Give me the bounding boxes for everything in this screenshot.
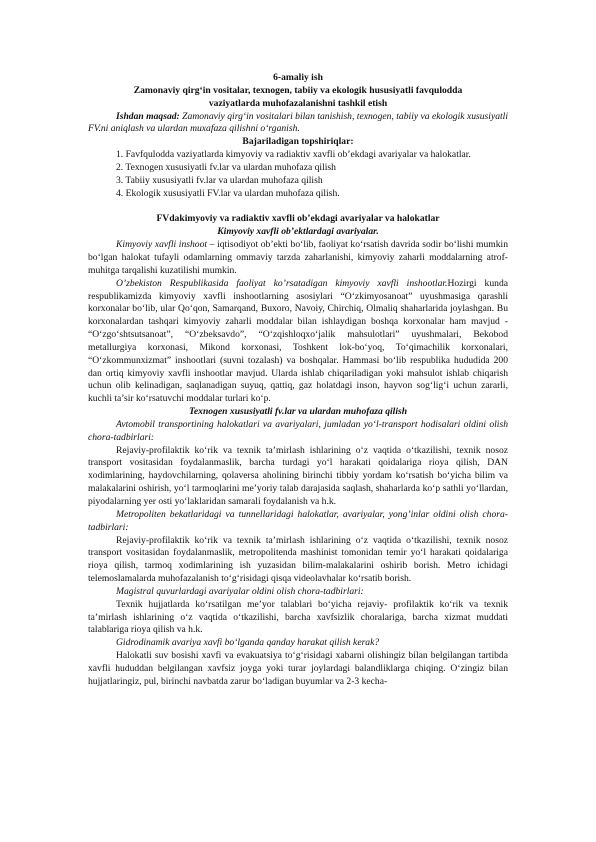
section-heading-technogenic: Texnogen xususiyatli fv.lar va ulardan muhofaza qilish (188, 406, 408, 418)
paragraph-chemical-facility (88, 239, 508, 278)
goal-label: Ishdan maqsad: (116, 110, 180, 122)
definition-chemical-facility: – iqtisodiyot ob’ekti bo‘lib, faoliyat ko‘rsatish davrida sodir bo‘lishi mumkin bo‘lgan halokat tufayli odamlarning ommaviy tarzda zaharlanishi, kimyoviy zaharli moddalarning atrof-muhitga tarqalishi kuzatilishi mumkin. (88, 239, 508, 276)
section-heading-chemical: FVdakimyoviy va radiaktiv xavfli ob’ekdagi avariyalar va halokatlar (156, 213, 440, 225)
text-uzbekistan-facilities: Hozirgi kunda respublikamizda kimyoviy xavfli inshootlarning asosiylari “O‘zkimyosanoat” uyushmasiga qarashli korxonalar bo‘lib, ular Qo‘qon, Samarqand, Buxoro, Navoiy, Chirchiq, Olmaliq shaharlarida joylashgan. Bu korxonalardan tashqari kimyoviy zaharli moddalar bilan ishlaydigan boshqa korxonalar ham mavjud - “O‘zgo‘shtsutsanoat”, “O‘zbeksavdo”, “O‘zqishloqxo‘jalik mahsulotlari” uyushmalari, Bekobod metallurgiya korxonasi, Mikond korxonasi, Toshkent lok-bo‘yoq, To‘qimachilik korxonalari, “O‘zkommunxizmat” inshootlari (suvni tozalash) va boshqalar. Hammasi bo‘lib respublika hududida 200 dan ortiq kimyoviy xavfli inshootlar mavjud. Ularda ishlab chiqariladigan yoki mahsulot ishlab chiqarish uchun olib kelinadigan, saqlanadigan suyuq, qattiq, gaz holatdagi inson, hayvon sog‘lig‘i uchun zararli, kuchli ta’sir ko‘rsatuvchi moddalar turlari ko‘p. (88, 277, 508, 405)
paragraph-uzbekistan-facilities (88, 278, 508, 406)
task-item: 3. Tabiiy xususiyatli fv.lar va ulardan muhofaza qilish (116, 174, 323, 186)
practical-work-number: 6-amaliy ish (273, 72, 323, 83)
document-title-line-2: vaziyatlarda muhofazalanishni tashkil etish (208, 97, 388, 109)
subtitle-hydrodynamic: Gidrodinamik avariya xavfi bo‘lganda qanday harakat qilish kerak? (116, 637, 380, 649)
subheading-chemical-accidents: Kimyoviy xavfli ob’ektlardagi avariyalar. (217, 226, 379, 238)
task-item: 1. Favfqulodda vaziyatlarda kimyoviy va radiaktiv xavfli ob’ekdagi avariyalar va halokatlar. (116, 149, 471, 161)
tasks-heading: Bajariladigan topshiriqlar: (242, 136, 354, 148)
subtitle-pipelines: Magistral quvurlardagi avariyalar oldini olish chora-tadbirlari: (116, 585, 364, 597)
tasks-list (88, 149, 508, 200)
paragraph-pipelines: Texnik hujjatlarda ko‘rsatilgan me’yor talablari bo‘yicha rejaviy- profilaktik ko‘rik va texnik ta’mirlash ishlarining o‘z vaqtida o‘tkazilishi, barcha xavfsizlik choralariga, barcha xizmat muddati talablariga rioya qilish va h.k. (88, 598, 508, 636)
document-title-line-1: Zamonaviy qirg‘in vositalar, texnogen, tabiiy va ekologik hususiyatli favqulodda (133, 84, 463, 96)
spacer (88, 200, 508, 213)
term-uzbekistan-facilities: O’zbekiston Respublikasida faoliyat ko’rsatadigan kimyoviy xavfli inshootlar. (116, 277, 448, 289)
document-page (88, 72, 508, 689)
paragraph-metro: Rejaviy-profilaktik ko‘rik va texnik ta’mirlash ishlarining o‘z vaqtida o‘tkazilishi, texnik nosoz transport vositasidan foydalanmaslik, metropolitenda mashinist tomonidan temir yo‘l harakati qoidalariga rioya qilish, tarmoq xodimlarining ish yuzasidan bilim-malakalarini oshirib borish. Metro ichidagi telemoslamalarda muhofazalanish to‘g‘risidagi qisqa videolavhalar ko‘rsatib borish. (88, 534, 508, 585)
task-item: 4. Ekologik xususiyatli FV.lar va ulardan muhofaza qilish. (116, 187, 340, 199)
goal-paragraph (88, 111, 508, 137)
subtitle-road-transport: Avtomobil transportining halokatlari va avariyalari, jumladan yo‘l-transport hodisalari oldini olish chora-tadbirlari: (88, 418, 508, 443)
paragraph-hydrodynamic: Halokatli suv bosishi xavfi va evakuatsiya to‘g‘risidagi xabarni olishingiz bilan belgilangan tartibda xavfli hududdan belgilangan xavfsiz joyga yoki turar joylardagi balandliklarga chiqing. O‘zingiz bilan hujjatlaringiz, pul, birinchi navbatda zarur bo‘ladigan buyumlar va 2-3 kecha- (88, 650, 508, 687)
paragraph-road-transport: Rejaviy-profilaktik ko‘rik va texnik ta’mirlash ishlarining o‘z vaqtida o‘tkazilishi, texnik nosoz transport vositasidan foydalanmaslik, barcha turdagi yo‘l harakati qoidalariga rioya qilish, DAN xodimlarining, haydovchilarning, qolaversa aholining birinchi tibbiy yordam ko‘rsatish bo‘yicha bilim va malakalarini oshirish, yo‘l tarmoqlarini me’yoriy talab darajasida saqlash, shaharlarda ko‘p sathli yo‘llardan, piyodalarning yer osti yo‘laklaridan samarali foydalanish va h.k. (88, 444, 508, 507)
goal-text: Zamonaviy qirg‘in vositalari bilan tanishish, texnogen, tabiiy va ekologik xususiyatli FV.ni aniqlash va ulardan muxafaza qilishni o‘rganish. (88, 110, 508, 135)
task-item: 2. Texnogen xususiyatli fv.lar va ulardan muhofaza qilish (116, 161, 336, 173)
subtitle-metro: Metropoliten bekatlaridagi va tunnellaridagi halokatlar, avariyalar, yong’inlar oldini olish chora-tadbirlari: (88, 508, 508, 533)
term-chemical-facility: Kimyoviy xavfli inshoot (116, 239, 208, 251)
